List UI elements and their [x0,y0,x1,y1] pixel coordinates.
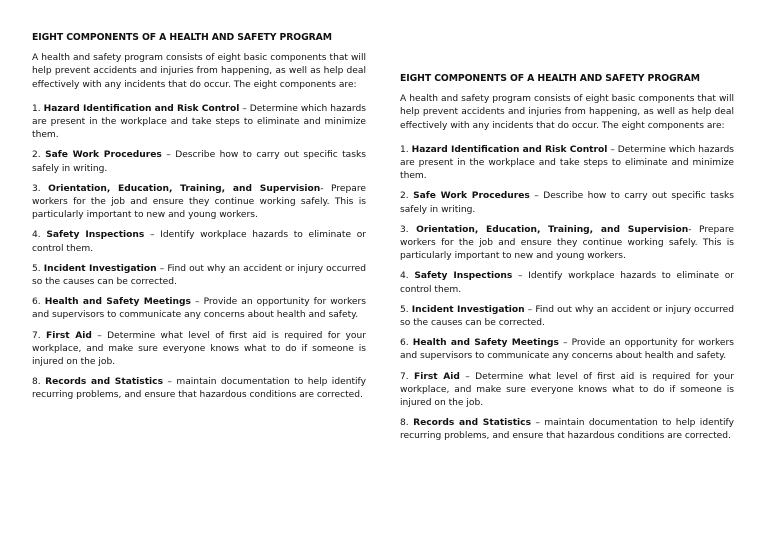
list-item: 7. First Aid – Determine what level of first aid is required for your workplace, and make sure everyone knows what to do if someone is injured on the job. [400,371,734,409]
list-item: 5. Incident Investigation – Find out why an accident or injury occurred so the causes can be corrected. [32,263,366,288]
document-title: EIGHT COMPONENTS OF A HEALTH AND SAFETY PROGRAM [400,73,700,84]
list-item: 4. Safety Inspections – Identify workplace hazards to eliminate or control them. [32,230,366,254]
list-item: 5. Incident Investigation – Find out why an accident or injury occurred so the causes can be corrected. [400,304,734,329]
left-column [32,31,366,410]
list-item: 6. Health and Safety Meetings – Provide an opportunity for workers and supervisors to communicate any concerns about health and safety. [400,338,734,362]
list-item: 3. Orientation, Education, Training, and Supervision- Prepare workers for the job and ensure they continue working safely. This is particularly important to new and young workers. [32,183,366,221]
right-column [400,72,734,451]
list-item: 4. Safety Inspections – Identify workplace hazards to eliminate or control them. [400,271,734,295]
list-item: 2. Safe Work Procedures – Describe how to carry out specific tasks safely in writing. [32,150,366,174]
intro-paragraph: A health and safety program consists of eight basic components that will help prevent accidents and injuries from happening, as well as help deal effectively with any incidents that do occur. The eight components are: [32,53,366,90]
list-item: 1. Hazard Identification and Risk Control – Determine which hazards are present in the workplace and take steps to eliminate and minimize them. [400,144,735,182]
component-list [32,103,366,403]
intro-paragraph: A health and safety program consists of eight basic components that will help prevent accidents and injuries from happening, as well as help deal effectively with any incidents that do occur. The eight components are: [400,94,734,131]
list-item: 8. Records and Statistics – maintain documentation to help identify recurring problems, and ensure that hazardous conditions are corrected. [32,377,366,401]
list-item: 1. Hazard Identification and Risk Control – Determine which hazards are present in the workplace and take steps to eliminate and minimize them. [32,103,367,141]
document-title: EIGHT COMPONENTS OF A HEALTH AND SAFETY PROGRAM [32,32,332,43]
list-item: 8. Records and Statistics – maintain documentation to help identify recurring problems, and ensure that hazardous conditions are corrected. [400,418,734,442]
list-item: 2. Safe Work Procedures – Describe how to carry out specific tasks safely in writing. [400,191,734,215]
list-item: 7. First Aid – Determine what level of first aid is required for your workplace, and make sure everyone knows what to do if someone is injured on the job. [32,330,366,368]
component-list [400,144,734,444]
list-item: 6. Health and Safety Meetings – Provide an opportunity for workers and supervisors to communicate any concerns about health and safety. [32,297,366,321]
list-item: 3. Orientation, Education, Training, and Supervision- Prepare workers for the job and ensure they continue working safely. This is particularly important to new and young workers. [400,224,734,262]
